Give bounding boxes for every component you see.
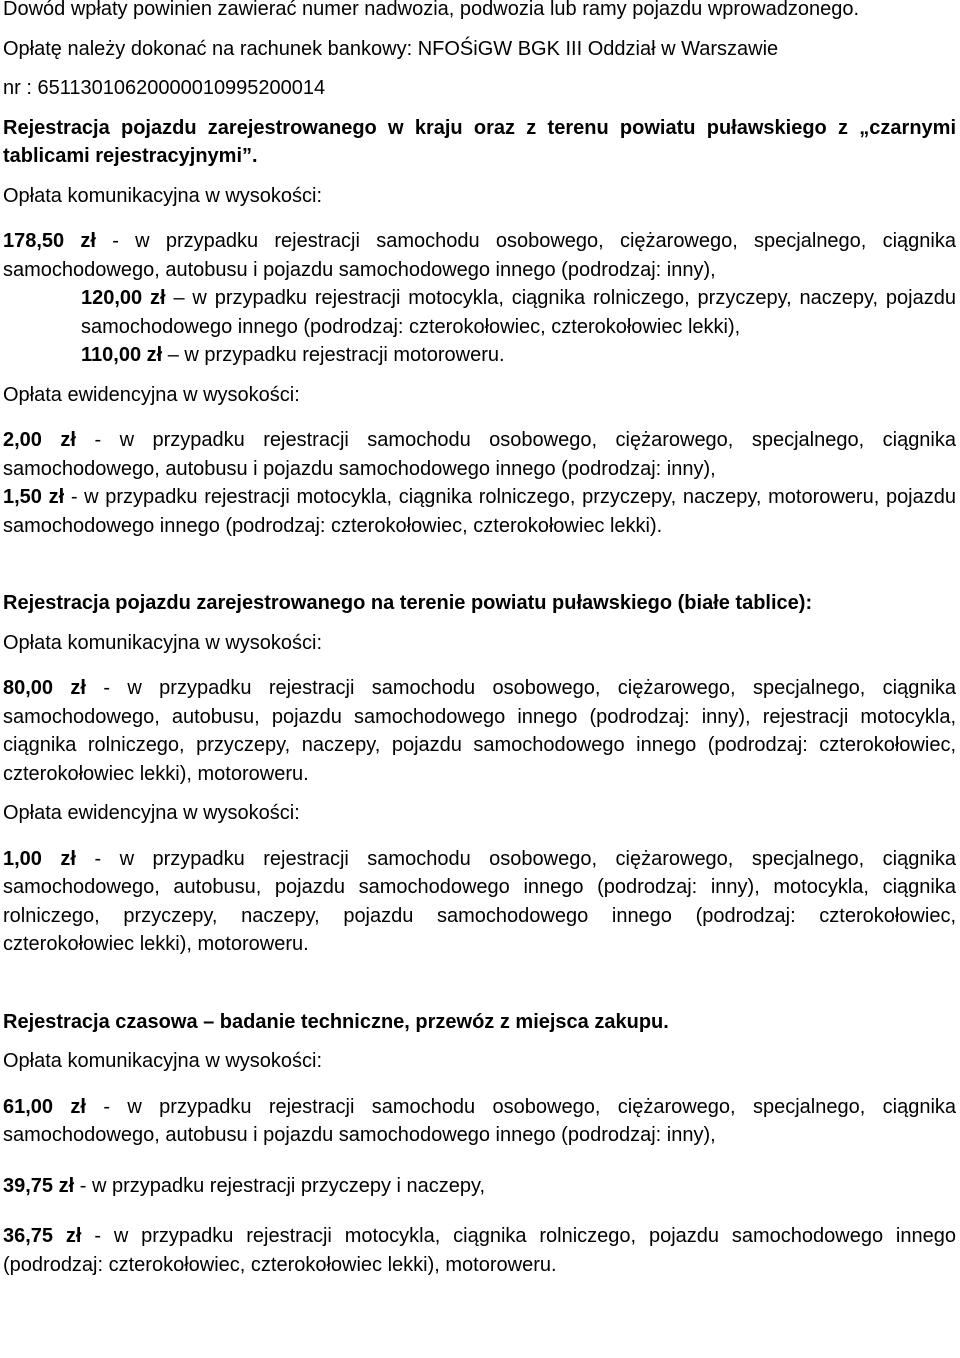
- fee-item: [3, 284, 956, 341]
- fee-description: - w przypadku rejestracji samochodu osobowego, ciężarowego, specjalnego, ciągnika samochodowego, autobusu, pojazdu samochodowego innego (podrodzaj: inny), rejestracji motocykla, ciągnika rolniczego, przyczepy, naczepy, pojazdu samochodowego innego (podrodzaj: czterokołowiec, czterokołowiec lekki), motoroweru.: [3, 677, 957, 785]
- fee-amount: 1,00 zł: [3, 847, 76, 870]
- fee-item: [3, 1093, 956, 1150]
- fee-amount: 36,75 zł: [3, 1225, 82, 1247]
- intro-vin-note: Dowód wpłaty powinien zawierać numer nadwozia, podwozia lub ramy pojazdu wprowadzonego.: [3, 0, 860, 20]
- section2-ev-label: Opłata ewidencyjna w wysokości:: [3, 802, 300, 824]
- fee-description: - w przypadku rejestracji samochodu osobowego, ciężarowego, specjalnego, ciągnika samochodowego, autobusu i pojazdu samochodowego innego (podrodzaj: inny),: [3, 1095, 957, 1146]
- section1-ev-label: Opłata ewidencyjna w wysokości:: [3, 383, 300, 406]
- fee-description: - w przypadku rejestracji samochodu osobowego, ciężarowego, specjalnego, ciągnika samochodowego, autobusu i pojazdu samochodowego innego (podrodzaj: inny),: [3, 429, 957, 480]
- fee-item: [3, 1222, 956, 1279]
- fee-description: – w przypadku rejestracji motocykla, ciągnika rolniczego, przyczepy, naczepy, pojazdu samochodowego innego (podrodzaj: czterokołowiec, czterokołowiec lekki),: [81, 287, 956, 338]
- fee-item: [3, 845, 956, 959]
- section1-heading: Rejestracja pojazdu zarejestrowanego w kraju oraz z terenu powiatu puławskiego z „czarnymi tablicami rejestracyjnymi”.: [3, 116, 956, 167]
- fee-item: [3, 1172, 956, 1201]
- fee-amount: 39,75 zł: [3, 1174, 75, 1197]
- fee-amount: 80,00 zł: [3, 677, 86, 699]
- fee-description: - w przypadku rejestracji samochodu osobowego, ciężarowego, specjalnego, ciągnika samochodowego, autobusu, pojazdu samochodowego innego (podrodzaj: inny), motocykla, ciągnika rolniczego, przyczepy, naczepy, pojazdu samochodowego innego (podrodzaj: czterokołowiec, czterokołowiec lekki), motoroweru.: [3, 847, 957, 955]
- bank-account-label: Opłatę należy dokonać na rachunek bankowy: NFOŚiGW BGK III Oddział w Warszawie: [3, 37, 779, 60]
- fee-description: - w przypadku rejestracji samochodu osobowego, ciężarowego, specjalnego, ciągnika samochodowego, autobusu i pojazdu samochodowego innego (podrodzaj: inny),: [3, 230, 956, 281]
- fee-amount: 1,50 zł: [3, 486, 65, 508]
- section2-comm-label: Opłata komunikacyjna w wysokości:: [3, 631, 323, 654]
- fee-amount: 110,00 zł: [81, 344, 163, 366]
- section3-heading: Rejestracja czasowa – badanie techniczne, przewóz z miejsca zakupu.: [3, 1010, 669, 1033]
- section2-heading: Rejestracja pojazdu zarejestrowanego na terenie powiatu puławskiego (białe tablice):: [3, 592, 813, 614]
- section1-comm-label: Opłata komunikacyjna w wysokości:: [3, 184, 323, 207]
- fee-amount: 120,00 zł: [81, 287, 166, 309]
- fee-description: - w przypadku rejestracji przyczepy i naczepy,: [74, 1174, 486, 1197]
- fee-amount: 61,00 zł: [3, 1095, 86, 1118]
- bank-account-number: nr : 65113010620000010995200014: [3, 77, 326, 99]
- fee-item: [3, 674, 956, 788]
- fee-item: [3, 227, 956, 284]
- fee-description: - w przypadku rejestracji motocykla, ciągnika rolniczego, przyczepy, naczepy, motoroweru, pojazdu samochodowego innego (podrodzaj: czterokołowiec, czterokołowiec lekki).: [3, 486, 956, 537]
- fee-description: – w przypadku rejestracji motoroweru.: [162, 344, 505, 366]
- fee-item: [3, 483, 956, 540]
- fee-item: [3, 426, 956, 483]
- fee-item: [3, 341, 956, 370]
- section3-comm-label: Opłata komunikacyjna w wysokości:: [3, 1050, 323, 1072]
- fee-description: - w przypadku rejestracji motocykla, ciągnika rolniczego, pojazdu samochodowego innego (podrodzaj: czterokołowiec, czterokołowiec lekki), motoroweru.: [3, 1225, 956, 1276]
- fee-amount: 178,50 zł: [3, 230, 96, 252]
- fee-amount: 2,00 zł: [3, 429, 76, 451]
